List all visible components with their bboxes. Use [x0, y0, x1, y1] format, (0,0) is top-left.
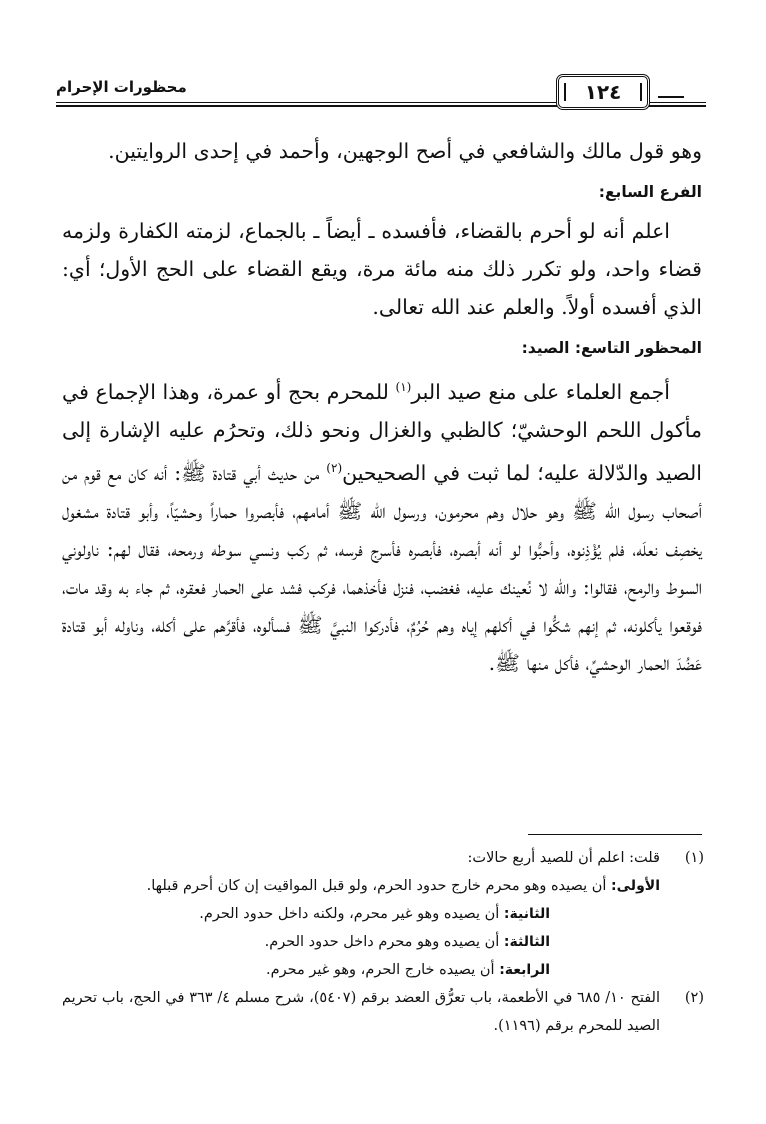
footnote-line-text: أن يصيده وهو غير محرم، ولكنه داخل حدود الحرم. [199, 906, 504, 922]
section-heading: المحظور التاسع: الصيد: [521, 339, 702, 357]
footnote [62, 984, 704, 1040]
footnotes [62, 844, 704, 1040]
footnote-label: الأولى: [611, 878, 660, 894]
main-text [62, 132, 702, 682]
running-header [56, 72, 706, 118]
footnote-line [62, 956, 660, 984]
footnote [62, 844, 704, 984]
footnote-number: (١) [684, 850, 704, 866]
chapter-title: محظورات الإحرام [56, 78, 187, 96]
header-ornament [658, 96, 684, 98]
paragraph-text: من حديث أبي قتادة ﷺ: أنه كان مع قوم من أصحاب رسول الله ﷺ وهو حلال وهم محرمون، ورسول الله ﷺ أمامهم، فأبصروا حماراً وحشيّاً، وأبو قتادة مشغول يخصِف نعلَه، فلم يُؤْذِنوه، وأحبُّوا لو أنه أبصره، فأبصره فأسرج فرسه، ثم ركب ونسي سوطه ورمحه، فقال لهم: ناولوني السوط والرمح، فقالوا: والله لا نُعينك عليه، فغضب، فنزل فأخذهما، فركب فشد على الحمار فعقره، ثم جاء به وقد مات، فوقعوا يأكلونه، ثم إنهم شكُّوا في أكلهم إياه وهم حُرُمٌ، فأدركوا النبيَّ ﷺ فسألوه، فأقرَّهم على أكله، وناوله أبو قتادة عَضُدَ الحمار الوحشيِّ، فأكل منها ﷺ. [62, 460, 702, 675]
footnote-text [62, 844, 660, 984]
paragraph-text: للمحرم بحج أو عمرة، وهذا الإجماع في مأكول اللحم الوحشيّ؛ كالظبي والغزال ونحو ذلك، وتحرُم عليه الإشارة إلى الصيد والدّلالة عليه؛ لما ثبت في الصحيحين [62, 379, 702, 485]
footnote-ref[interactable]: (٢) [326, 460, 343, 475]
paragraph [62, 368, 702, 682]
paragraph: وهو قول مالك والشافعي في أصح الوجهين، وأحمد في إحدى الروايتين. [108, 139, 702, 163]
footnote-line-text: أن يصيده وهو محرم خارج حدود الحرم، ولو قبل المواقيت إن كان أحرم قبلها. [146, 878, 612, 894]
footnote-line-text: أن يصيده وهو محرم داخل حدود الحرم. [264, 934, 504, 950]
footnote-line: قلت: اعلم أن للصيد أربع حالات: [467, 850, 660, 866]
section-heading: الفرع السابع: [598, 183, 702, 201]
footnote-text: الفتح ١٠/ ٦٨٥ في الأطعمة، باب تعرُّق العضد برقم (٥٤٠٧)، شرح مسلم ٤/ ٣٦٣ في الحج، باب تحريم الصيد للمحرم برقم (١١٩٦). [62, 990, 660, 1034]
footnote-line [62, 900, 660, 928]
footnote-line [62, 928, 660, 956]
footnote-separator [528, 834, 702, 835]
footnote-label: الثالثة: [503, 934, 550, 950]
footnote-number: (٢) [684, 990, 704, 1006]
paragraph-text: أجمع العلماء على منع صيد البر [411, 379, 670, 404]
footnote-line-text: أن يصيده خارج الحرم، وهو غير محرم. [266, 962, 500, 978]
footnote-ref[interactable]: (١) [395, 380, 412, 394]
footnote-label: الثانية: [503, 906, 550, 922]
footnote-line [62, 872, 660, 900]
paragraph: اعلم أنه لو أحرم بالقضاء، فأفسده ـ أيضاً ـ بالجماع، لزمته الكفارة ولزمه قضاء واحد، ولو تكرر ذلك منه مائة مرة، ويقع القضاء على الحج الأول؛ أي: الذي أفسده أولاً. والعلم عند الله تعالى. [62, 219, 702, 319]
page-number: ١٢٤ [556, 74, 650, 110]
footnote-label: الرابعة: [499, 962, 550, 978]
